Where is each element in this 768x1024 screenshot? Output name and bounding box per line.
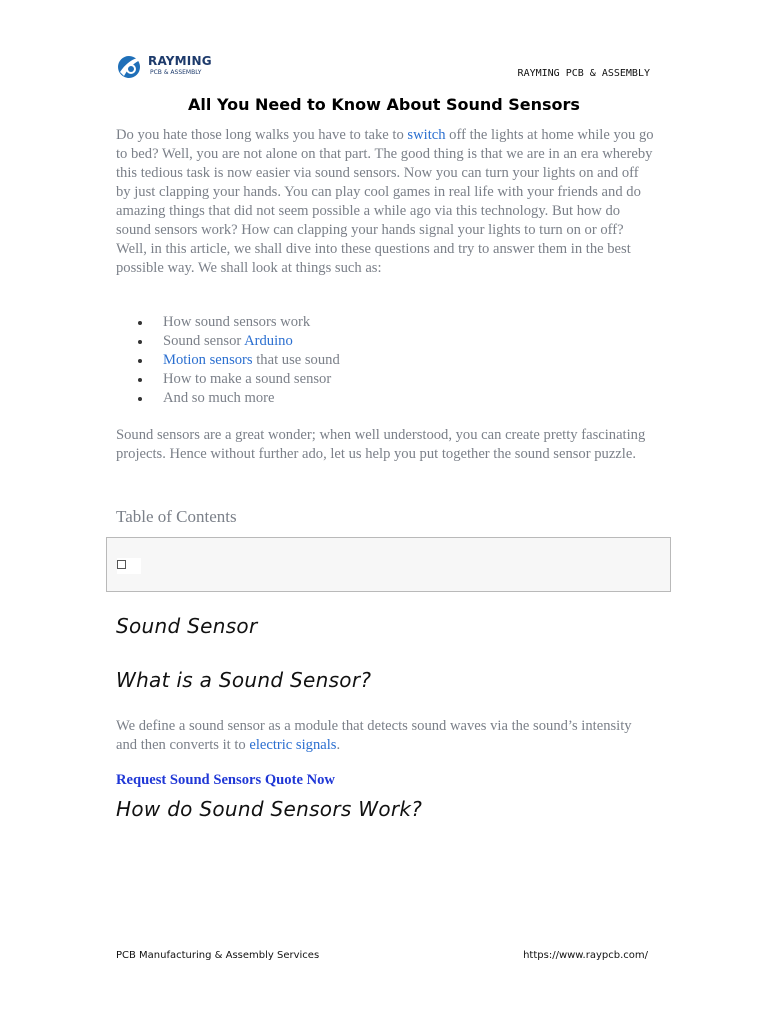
paragraph-2: Sound sensors are a great wonder; when well understood, you can create pretty fascinating projects. Hence without further ado, let us help you put together the sound sensor puzzle. <box>116 427 646 462</box>
list-item <box>116 351 616 370</box>
intro-text-1: Do you hate those long walks you have to take to <box>116 127 408 143</box>
list-item-text: How sound sensors work <box>163 314 311 330</box>
definition-text-2: . <box>336 737 341 753</box>
switch-link[interactable]: switch <box>407 127 446 143</box>
checkbox-icon <box>117 560 126 569</box>
header-company-name: RAYMING PCB & ASSEMBLY <box>517 68 650 79</box>
toc-toggle[interactable] <box>117 558 141 574</box>
footer-services: PCB Manufacturing & Assembly Services <box>116 950 320 961</box>
arduino-link[interactable]: Arduino <box>244 333 293 349</box>
heading-how-work: How do Sound Sensors Work? <box>116 797 423 821</box>
list-item-text: that use sound <box>252 352 340 368</box>
definition-paragraph <box>116 717 656 755</box>
list-item <box>116 313 616 332</box>
list-item <box>116 389 616 408</box>
page-title: All You Need to Know About Sound Sensors <box>188 95 580 114</box>
request-quote-link[interactable]: Request Sound Sensors Quote Now <box>116 772 335 788</box>
rayming-logo <box>116 52 216 82</box>
rayming-logo-icon <box>116 52 146 82</box>
logo-tagline: PCB & ASSEMBLY <box>150 69 202 76</box>
bullet-icon <box>138 321 142 325</box>
list-item <box>116 332 616 351</box>
list-item-text: Sound sensor <box>163 333 245 349</box>
bullet-icon <box>138 359 142 363</box>
heading-what-is: What is a Sound Sensor? <box>116 668 372 692</box>
list-item <box>116 370 616 389</box>
footer-url[interactable]: https://www.raypcb.com/ <box>523 950 648 961</box>
topics-list <box>116 313 616 408</box>
toc-box <box>106 537 671 592</box>
electric-signals-link[interactable]: electric signals <box>249 737 337 753</box>
heading-sound-sensor: Sound Sensor <box>116 614 258 638</box>
list-item-text: How to make a sound sensor <box>163 371 332 387</box>
bullet-icon <box>138 340 142 344</box>
bullet-icon <box>138 397 142 401</box>
motion-sensors-link[interactable]: Motion sensors <box>163 352 253 368</box>
toc-title: Table of Contents <box>116 507 237 526</box>
list-item-text: And so much more <box>163 390 275 406</box>
intro-paragraph <box>116 126 656 278</box>
logo-brand: RAYMING <box>148 54 212 68</box>
definition-text-1: We define a sound sensor as a module that detects sound waves via the sound’s intensity and then converts it to <box>116 718 632 753</box>
intro-text-2: off the lights at home while you go to bed? Well, you are not alone on that part. The good thing is that we are in an era whereby this tedious task is now easier via sound sensors. Now you can turn your lights on and off by just clapping your hands. You can play cool games in real life with your friends and do amazing things that did not seem possible a while ago via this technology. But how do sound sensors work? How can clapping your hands signal your lights to turn on or off? Well, in this article, we shall dive into these questions and try to answer them in the best possible way. We shall look at things such as: <box>116 127 654 276</box>
bullet-icon <box>138 378 142 382</box>
